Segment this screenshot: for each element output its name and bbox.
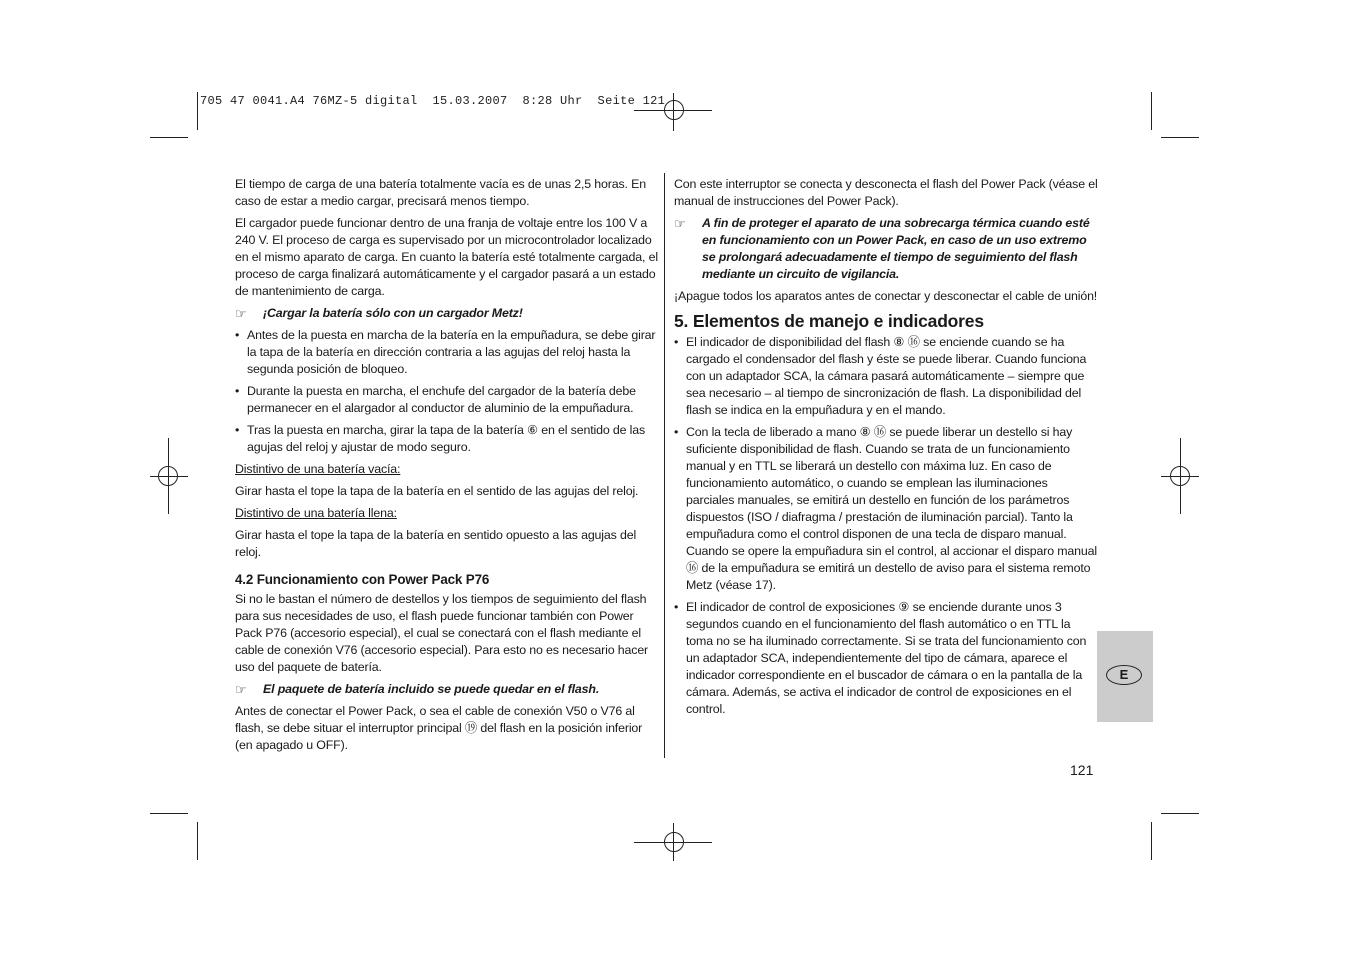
note-text: A fin de proteger el aparato de una sobrecarga térmica cuando esté en funcionamiento con un Power Pack, en caso de un uso extremo se prolongará adecuadamente el tiempo de seguimiento del flash mediante un circuito de vigilancia.: [702, 216, 1090, 281]
paragraph: Con este interruptor se conecta y desconecta el flash del Power Pack (véase el manual de instrucciones del Power Pack).: [674, 177, 1098, 208]
list-item: • El indicador de disponibilidad del flash ⑧ ⑯ se enciende cuando se ha cargado el condensador del flash y éste se puede liberar. Cuando funciona con un adaptador SCA, la cámara pasará automáticamente – siempre que sea necesario – al tiempo de sincronización de flash. La disponibilidad del flash se indica en la empuñadura y en el mando.: [674, 335, 1087, 417]
list-item: • Antes de la puesta en marcha de la batería en la empuñadura, se debe girar la tapa de la batería en dirección contraria a las agujas del reloj hasta la segunda posición de bloqueo.: [235, 328, 656, 376]
bullet-icon: •: [235, 384, 240, 398]
list-item: • Durante la puesta en marcha, el enchufe del cargador de la batería debe permanecer en el alargador al conductor de aluminio de la empuñadura.: [235, 384, 636, 415]
pointing-hand-icon: ☞: [235, 682, 247, 697]
print-slug: 705 47 0041.A4 76MZ-5 digital 15.03.2007 8:28 Uhr Seite 121: [200, 94, 666, 108]
bullet-icon: •: [235, 328, 240, 342]
list-item: • Tras la puesta en marcha, girar la tapa de la batería ⑥ en el sentido de las agujas del reloj y ajustar de modo seguro.: [235, 423, 646, 454]
pointing-hand-icon: ☞: [235, 306, 247, 321]
language-badge: E: [1106, 665, 1142, 685]
paragraph: El cargador puede funcionar dentro de una franja de voltaje entre los 100 V a 240 V. El proceso de carga es supervisado por un microcontrolador localizado en el mismo aparato de carga. En cuanto la batería esté totalmente cargada, el proceso de carga finalizará automáticamente y el cargador pasará a un estado de mantenimiento de carga.: [235, 216, 658, 298]
subheading-full: Distintivo de una batería llena:: [235, 506, 397, 520]
bullet-icon: •: [674, 425, 679, 439]
list-item: • El indicador de control de exposiciones ⑨ se enciende durante unos 3 segundos cuando en el funcionamiento del flash automático o en TTL la toma no se ha iluminado correctamente. Si se trata del funcionamiento con un adaptador SCA, independientemente del tipo de cámara, aparece el indicador correspondiente en el buscador de cámara o en la pantalla de la cámara. Además, se activa el indicador de control de exposiciones en el control.: [674, 600, 1087, 716]
note-text: ¡Cargar la batería sólo con un cargador Metz!: [263, 306, 523, 320]
column-divider: [664, 173, 665, 758]
note: [674, 215, 1099, 283]
bullet-icon: •: [674, 600, 679, 614]
note-text: El paquete de batería incluido se puede quedar en el flash.: [263, 682, 600, 696]
paragraph: El tiempo de carga de una batería totalmente vacía es de unas 2,5 horas. En caso de estar a medio cargar, precisará menos tiempo.: [235, 177, 646, 208]
subheading-empty: Distintivo de una batería vacía:: [235, 462, 401, 476]
paragraph: ¡Apague todos los aparatos antes de conectar y desconectar el cable de unión!: [674, 289, 1098, 303]
bullet-icon: •: [235, 423, 240, 437]
pointing-hand-icon: ☞: [674, 216, 686, 231]
note: [235, 305, 660, 322]
section-heading: 5. Elementos de manejo e indicadores: [674, 311, 984, 331]
paragraph: Antes de conectar el Power Pack, o sea el cable de conexión V50 o V76 al flash, se debe situar el interruptor principal ⑲ del flash en la posición inferior (en apagado u OFF).: [235, 704, 643, 752]
paragraph: Si no le bastan el número de destellos y los tiempos de seguimiento del flash para sus necesidades de uso, el flash puede funcionar también con Power Pack P76 (accesorio especial), el cual se conectará con el flash mediante el cable de conexión V76 (accesorio especial). Para esto no es necesario hacer uso del paquete de batería.: [235, 592, 649, 674]
bullet-icon: •: [674, 335, 679, 349]
right-column: [674, 176, 1099, 723]
left-column: [235, 176, 660, 759]
paragraph: Girar hasta el tope la tapa de la batería en sentido opuesto a las agujas del reloj.: [235, 528, 637, 559]
page-number: 121: [1070, 762, 1094, 778]
note: [235, 681, 660, 698]
paragraph: Girar hasta el tope la tapa de la batería en el sentido de las agujas del reloj.: [235, 484, 639, 498]
section-heading: 4.2 Funcionamiento con Power Pack P76: [235, 572, 490, 587]
list-item: • Con la tecla de liberado a mano ⑧ ⑯ se puede liberar un destello si hay suficiente disponibilidad de flash. Cuando se trata de un funcionamiento manual y en TTL se liberará un destello con máxima luz. En caso de funcionamiento automático, o cuando se emplean las iluminaciones parciales manuales, se emitirá un destello en función de los parámetros dispuestos (ISO / diafragma / prestación de iluminación parcial). Tanto la empuñadura como el control disponen de una tecla de disparo manual. Cuando se opere la empuñadura sin el control, al accionar el disparo manual ⑯ de la empuñadura se emitirá un destello de aviso para el sistema remoto Metz (véase 17).: [674, 425, 1097, 592]
language-tab: [1097, 631, 1153, 722]
